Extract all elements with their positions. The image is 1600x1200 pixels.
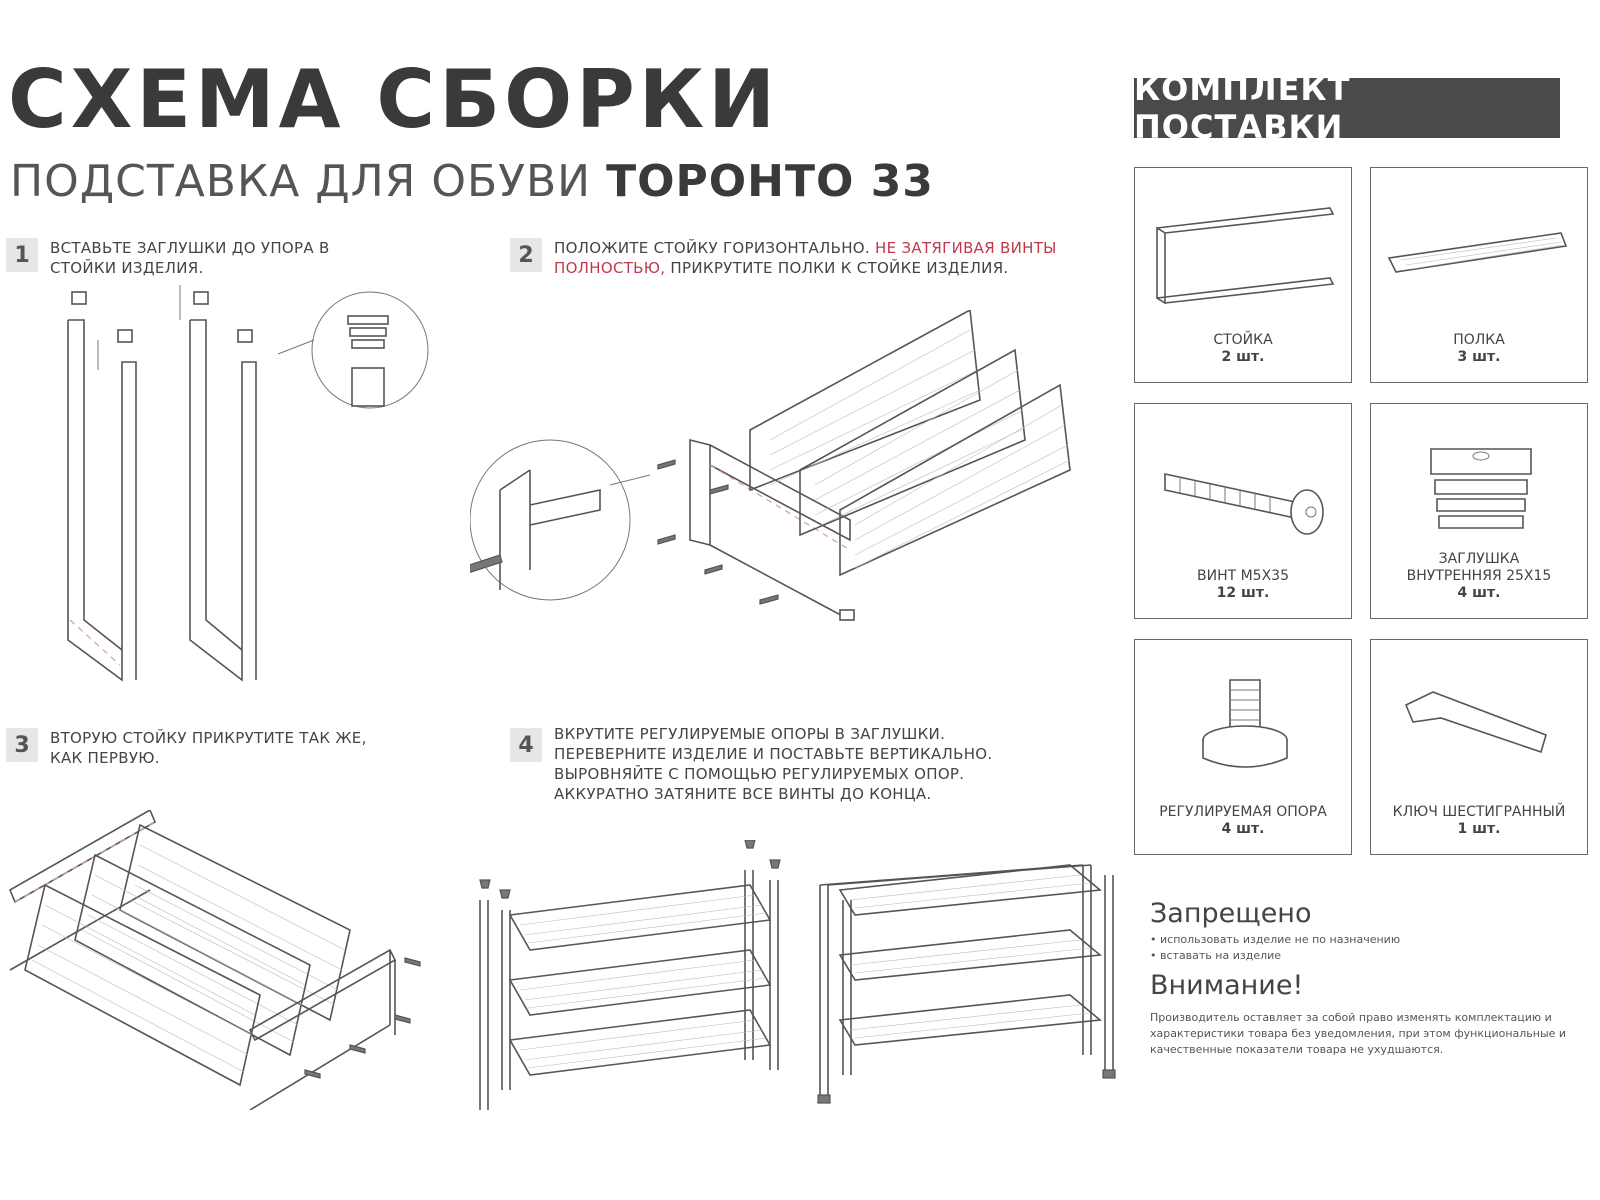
step-2-text	[554, 238, 1074, 278]
kit-item-qty: 3 шт.	[1457, 349, 1501, 365]
step-4-final-shelf-3	[840, 995, 1100, 1045]
kit-item-label	[1135, 804, 1351, 838]
subtitle-prefix: ПОДСТАВКА ДЛЯ ОБУВИ	[10, 156, 592, 207]
step-3-shelf-2	[75, 855, 310, 1055]
kit-item-foot	[1134, 639, 1352, 855]
step-4-text: ВКРУТИТЕ РЕГУЛИРУЕМЫЕ ОПОРЫ В ЗАГЛУШКИ. ПЕРЕВЕРНИТЕ ИЗДЕЛИЕ И ПОСТАВЬТЕ ВЕРТИКАЛЬНО. ВЫРОВНЯЙТЕ С ПОМОЩЬЮ РЕГУЛИРУЕМЫХ ОПОР. АККУРАТНО ЗАТЯНИТЕ ВСЕ ВИНТЫ ДО КОНЦА.	[554, 725, 993, 803]
step-3-number: 3	[6, 728, 38, 762]
step-4-drawing-assembly	[470, 840, 790, 1110]
kit-item-plug	[1370, 403, 1588, 619]
forbidden-item: • использовать изделие не по назначению	[1150, 932, 1400, 948]
kit-item-label	[1371, 804, 1587, 838]
kit-item-name: РЕГУЛИРУЕМАЯ ОПОРА	[1159, 804, 1327, 820]
step-4-assembly-shelf-2	[510, 950, 770, 1015]
step-4-final-shelf-2	[840, 930, 1100, 980]
kit-item-hex-key	[1370, 639, 1588, 855]
step-4-assembly-shelf-3	[510, 1010, 770, 1075]
attention-title: Внимание!	[1150, 970, 1304, 1001]
forbidden-item: • вставать на изделие	[1150, 948, 1400, 964]
product-name: ТОРОНТО 33	[606, 156, 934, 207]
step-1-text: ВСТАВЬТЕ ЗАГЛУШКИ ДО УПОРА В СТОЙКИ ИЗДЕЛИЯ.	[50, 239, 330, 277]
step-2-shelf-2	[800, 350, 1025, 535]
step-2-text-before: ПОЛОЖИТЕ СТОЙКУ ГОРИЗОНТАЛЬНО.	[554, 239, 870, 257]
kit-item-qty: 4 шт.	[1221, 821, 1265, 837]
step-4-drawing-final	[815, 855, 1125, 1110]
page-subtitle	[10, 156, 934, 207]
step-4-final-shelf-1	[840, 865, 1100, 915]
kit-item-shelf	[1370, 167, 1588, 383]
kit-item-qty: 2 шт.	[1221, 349, 1265, 365]
step-1-drawing	[40, 280, 460, 700]
kit-item-name: ВИНТ М5Х35	[1197, 568, 1289, 584]
step-3-shelf-3	[25, 885, 260, 1085]
kit-item-name: СТОЙКА	[1213, 332, 1273, 348]
kit-item-frame	[1134, 167, 1352, 383]
kit-item-name: ПОЛКА	[1453, 332, 1505, 348]
step-2-number: 2	[510, 238, 542, 272]
kit-item-screw	[1134, 403, 1352, 619]
kit-item-name: КЛЮЧ ШЕСТИГРАННЫЙ	[1392, 804, 1566, 820]
step-3-text: ВТОРУЮ СТОЙКУ ПРИКРУТИТЕ ТАК ЖЕ, КАК ПЕРВУЮ.	[50, 729, 367, 767]
step-2-shelf-1	[750, 310, 980, 490]
kit-item-qty: 1 шт.	[1457, 821, 1501, 837]
kit-title: КОМПЛЕКТ ПОСТАВКИ	[1134, 78, 1560, 138]
kit-item-name: ЗАГЛУШКА ВНУТРЕННЯЯ 25Х15	[1406, 551, 1552, 584]
step-1-number: 1	[6, 238, 38, 272]
kit-item-label	[1135, 568, 1351, 602]
step-4-assembly-shelf-1	[510, 885, 770, 950]
attention-text: Производитель оставляет за собой право изменять комплектацию и характеристики товара без уведомления, при этом функциональные и качественные показатели товара не ухудшаются.	[1150, 1011, 1567, 1056]
step-2-warning: НЕ ЗАТЯГИВАЯ ВИНТЫ ПОЛНОСТЬЮ,	[554, 239, 1057, 277]
step-4-number: 4	[510, 728, 542, 762]
kit-item-label	[1135, 332, 1351, 366]
step-2-shelf-3	[840, 385, 1070, 575]
step-2-drawing	[470, 310, 1110, 650]
forbidden-title: Запрещено	[1150, 898, 1312, 929]
page-title: СХЕМА СБОРКИ	[8, 53, 780, 146]
step-3-shelf-1	[120, 825, 350, 1020]
kit-item-label	[1371, 551, 1587, 602]
kit-item-qty: 12 шт.	[1216, 585, 1270, 601]
step-3-drawing	[0, 810, 440, 1110]
forbidden-list	[1150, 932, 1400, 964]
kit-item-label	[1371, 332, 1587, 366]
kit-item-qty: 4 шт.	[1457, 585, 1501, 601]
step-2-text-after: ПРИКРУТИТЕ ПОЛКИ К СТОЙКЕ ИЗДЕЛИЯ.	[670, 259, 1009, 277]
